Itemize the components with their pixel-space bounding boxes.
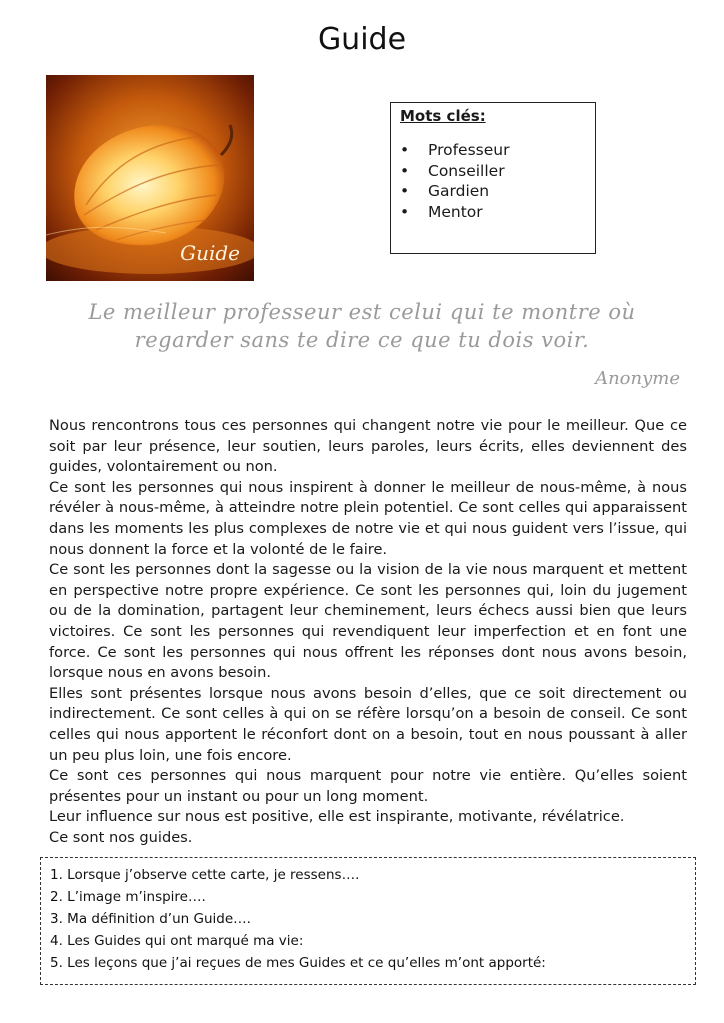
image-caption: Guide <box>180 241 240 265</box>
keywords-title: Mots clés: <box>400 107 486 125</box>
quote-line: Le meilleur professeur est celui qui te montre où <box>88 300 636 324</box>
bullet-icon: • <box>400 141 410 159</box>
keywords-list <box>400 140 586 222</box>
quote-line: regarder sans te dire ce que tu dois voir. <box>134 328 590 352</box>
keywords-box <box>390 102 596 254</box>
question-item: 2. L’image m’inspire…. <box>50 889 206 905</box>
bullet-icon: • <box>400 202 410 221</box>
list-item: • Conseiller <box>400 161 505 180</box>
paragraph: Ce sont nos guides. <box>49 828 193 846</box>
page-title: Guide <box>317 22 407 57</box>
questions-box <box>40 857 696 985</box>
paragraph: Leur influence sur nous est positive, elle est inspirante, motivante, révélatrice. <box>49 808 625 826</box>
paragraph: Nous rencontrons tous ces personnes qui changent notre vie pour le meilleur. Que ce soit par leur présence, leur soutien, leurs paroles, leurs écrits, elles deviennent des guides, volontairement ou non. <box>49 417 687 476</box>
question-item: 4. Les Guides qui ont marqué ma vie: <box>50 933 304 949</box>
guide-image <box>46 75 254 281</box>
quote <box>50 298 674 354</box>
question-item: 5. Les leçons que j’ai reçues de mes Guides et ce qu’elles m’ont apporté: <box>50 955 546 971</box>
question-item: 3. Ma définition d’un Guide…. <box>50 911 251 927</box>
bullet-icon: • <box>400 161 410 180</box>
paragraph: Ce sont ces personnes qui nous marquent pour notre vie entière. Qu’elles soient présentes pour un instant ou pour un long moment. <box>49 767 687 805</box>
list-item: • Mentor <box>400 202 483 221</box>
paragraph: Ce sont les personnes dont la sagesse ou la vision de la vie nous marquent et mettent en perspective notre propre expérience. Ce sont les personnes qui, loin du jugement ou de la domination, partagent leur cheminement, leurs échecs aussi bien que leurs victoires. Ce sont les personnes qui revendiquent leur imperfection et en font une force. Ce sont les personnes qui nous offrent les réponses dont nous avons besoin, lorsque nous en avons besoin. <box>49 561 687 682</box>
bullet-icon: • <box>400 182 410 200</box>
list-item: • Gardien <box>400 182 490 200</box>
paragraph: Elles sont présentes lorsque nous avons besoin d’elles, que ce soit directement ou indirectement. Ce sont celles à qui on se réfère lorsqu’on a besoin de conseil. Ce sont celles qui nous apportent le réconfort dont on a besoin, tout en nous poussant à aller un peu plus loin, une fois encore. <box>49 684 687 764</box>
body-text <box>49 416 687 848</box>
paragraph: Ce sont les personnes qui nous inspirent à donner le meilleur de nous-même, à nous révéler à nous-même, à atteindre notre plein potentiel. Ce sont celles qui apparaissent dans les moments les plus complexes de notre vie et qui nous guident vers l’issue, qui nous donnent la force et la volonté de le faire. <box>49 478 687 558</box>
quote-author: Anonyme <box>595 368 680 389</box>
question-item: 1. Lorsque j’observe cette carte, je ressens…. <box>50 867 360 883</box>
list-item: • Professeur <box>400 141 510 159</box>
